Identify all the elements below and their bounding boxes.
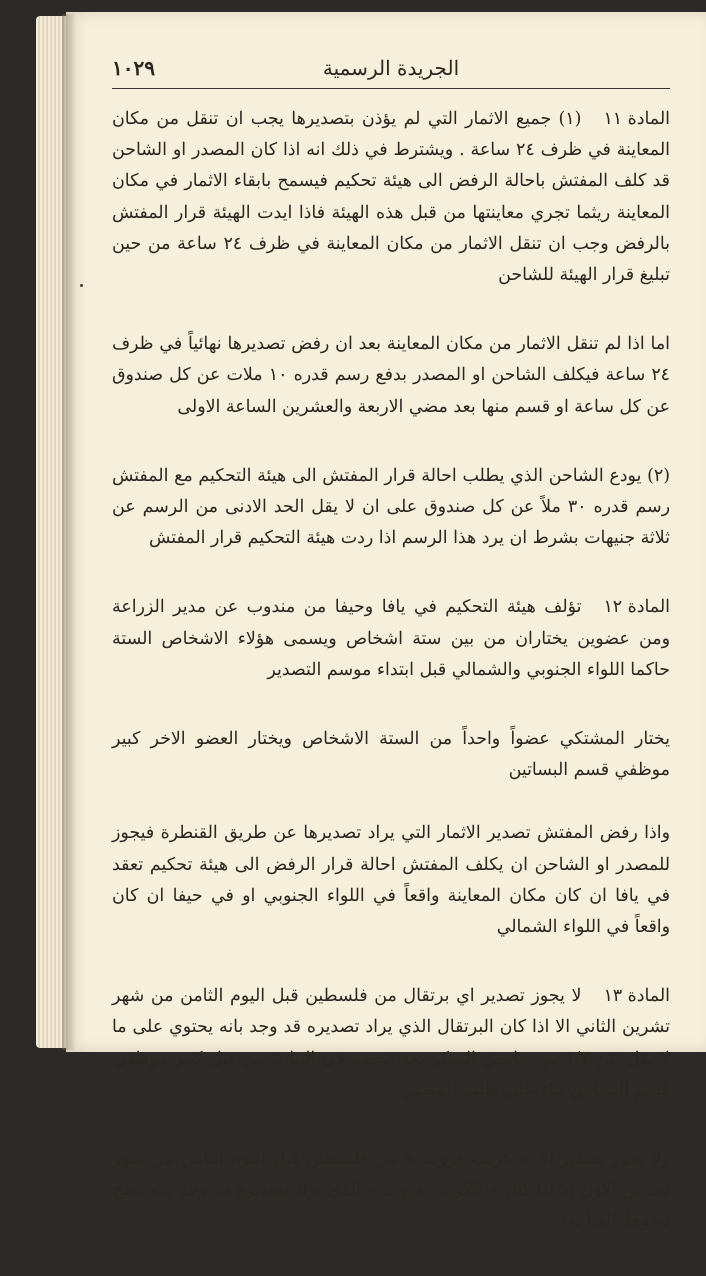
- paragraph-article-11-1: [112, 104, 670, 291]
- paragraph-article-12-members: [112, 724, 670, 786]
- document-page: [66, 12, 706, 1232]
- header-rule: [112, 88, 670, 89]
- paragraph-text: لا يجوز تصدير اي برتقال من فلسطين قبل اليوم الثامن من شهر تشرين الثاني الا اذا كان البرتقال الذي يراد تصديره قد وجد بانه يحتوي على ما لا يقل عن ١/٧ من حامض السكر بعد فحصه في البيارة من قبل كبير موظفي قسم البساتين بناء على طلب المصدر: [112, 986, 670, 1100]
- paragraph-text: ولا يجوز تصدير اي « كريب فروت » من فلسطين قبل اليوم الثامن من شهر تشرين الاول الا اذا كان « الكريب فروت » الذي يراد تصديره قد وجد بانه نضج نضوجاً كافياً بعد: [112, 1149, 670, 1232]
- paragraph-text: (١) جميع الاثمار التي لم يؤذن بتصديرها يجب ان تنقل من مكان المعاينة في ظرف ٢٤ ساعة . ويشترط في ذلك انه اذا كان المصدر او الشاحن قد كلف المفتش باحالة الرفض الى هيئة تحكيم فيسمح بابقاء الاثمار في مكان المعاينة ريثما تجري معاينتها من قبل هذه الهيئة فاذا ايدت الهيئة قرار المفتش بالرفض وجب ان تنقل الاثمار من مكان المعاينة في ظرف ٢٤ ساعة من حين تبليغ قرار الهيئة للشاحن: [112, 109, 670, 286]
- journal-title: الجريدة الرسمية: [322, 56, 460, 80]
- document-body: [112, 104, 670, 1276]
- spine-shadow: [62, 14, 76, 1050]
- article-label: المادة ١١: [603, 109, 670, 129]
- page-number: ١٠٢٩: [112, 56, 155, 80]
- paragraph-article-11-removal-fee: [112, 329, 670, 423]
- paragraph-text: اما اذا لم تنقل الاثمار من مكان المعاينة بعد ان رفض تصديرها نهائياً في ظرف ٢٤ ساعة فيكلف الشاحن او المصدر بدفع رسم قدره ١٠ ملات عن كل صندوق عن كل ساعة او قسم منها بعد مضي الاربعة والعشرين الساعة الاولى: [112, 334, 671, 417]
- print-speck: [80, 284, 83, 287]
- paragraph-article-13: [112, 981, 670, 1106]
- paragraph-text: يختار المشتكي عضواً واحداً من الستة الاشخاص ويختار العضو الاخر كبير موظفي قسم البساتين: [112, 729, 670, 781]
- paragraph-article-11-2: [112, 461, 670, 555]
- running-header: [112, 56, 670, 96]
- article-label: المادة ١٢: [603, 597, 670, 618]
- paragraph-text: واذا رفض المفتش تصدير الاثمار التي يراد تصديرها عن طريق القنطرة فيجوز للمصدر او الشاحن ان يكلف المفتش احالة قرار الرفض الى هيئة تحكيم تعقد في يافا ان كان مكان المعاينة واقعاً في اللواء الجنوبي او في حيفا ان كان واقعاً في اللواء الشمالي: [112, 823, 670, 938]
- paragraph-text: (٢) يودع الشاحن الذي يطلب احالة قرار المفتش الى هيئة التحكيم مع المفتش رسم قدره ٣٠ ملاً عن كل صندوق على ان لا يقل الحد الادنى من الرسم عن ثلاثة جنيهات بشرط ان يرد هذا الرسم اذا ردت هيئة التحكيم قرار المفتش: [112, 465, 670, 549]
- article-label: المادة ١٣: [603, 986, 670, 1007]
- paragraph-article-13-grapefruit: [112, 1144, 670, 1238]
- paragraph-text: تؤلف هيئة التحكيم في يافا وحيفا من مندوب عن مدير الزراعة ومن عضوين يختاران من بين ستة اشخاص ويسمى هؤلاء الاشخاص الستة حاكما اللواء الجنوبي والشمالي قبل ابتداء موسم التصدير: [112, 597, 670, 680]
- paragraph-article-12: [112, 592, 670, 686]
- paragraph-article-12-kantara: [112, 818, 670, 943]
